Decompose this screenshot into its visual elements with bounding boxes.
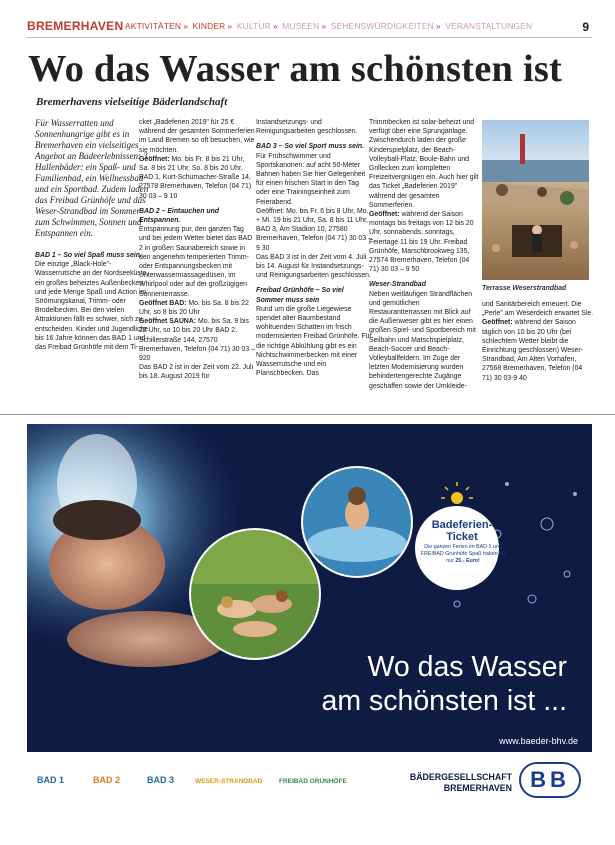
logo-bad-2 bbox=[93, 774, 120, 786]
logo-text: BAD 3 bbox=[147, 775, 175, 785]
nav-item: SEHENSWÜRDIGKEITEN bbox=[330, 21, 434, 31]
paragraph-text: Entspannung pur, den ganzen Tag und bei jedem Wetter bietet das BAD 2 in großen Saunabereich sowie in den angenehm temperierten Trimm- oder Entspannungsbecken mit Unterwassermassagedüsen, im Whirlpool oder auf der großzügigen Sonnenterrasse. bbox=[139, 226, 253, 298]
nav-item: MUSEEN bbox=[282, 21, 320, 31]
ad-divider bbox=[0, 414, 615, 415]
nav-item: VERANSTALTUNGEN bbox=[445, 21, 533, 31]
ticket-title-line: Badeferien- bbox=[431, 519, 493, 531]
article-column-2 bbox=[139, 118, 256, 388]
paragraph-text: Instandsetzungs- und Reinigungsarbeiten geschlossen. bbox=[256, 119, 358, 136]
paragraph bbox=[369, 118, 479, 274]
article-title: Wo das Wasser am schönsten ist bbox=[28, 48, 563, 90]
logo-text: WESER-STRANDBAD bbox=[195, 778, 263, 785]
nav-item: AKTIVITÄTEN bbox=[125, 21, 182, 31]
logo-text: FREIBAD GRÜNHÖFE bbox=[279, 778, 347, 785]
company-logo-mark: BB bbox=[530, 767, 570, 792]
ticket-description: Die ganzen Ferien im BAD 1 und FREIBAD Grünhöfe Spaß haben für nur bbox=[420, 544, 506, 564]
beach-terrace-photo bbox=[482, 120, 589, 280]
section-heading: BAD 3 – So viel Sport muss sein. bbox=[256, 143, 364, 151]
page-header bbox=[27, 19, 599, 37]
logo-text: BAD 2 bbox=[93, 775, 121, 785]
label: Geöffnet: bbox=[139, 155, 170, 163]
paragraph bbox=[369, 280, 479, 390]
paragraph bbox=[256, 142, 372, 280]
article-column-4 bbox=[369, 118, 479, 397]
logo-weser-strandbad bbox=[195, 774, 262, 786]
advertisement bbox=[27, 424, 592, 822]
logo-text: BAD 1 bbox=[37, 775, 65, 785]
paragraph-text: Das BAD 3 ist in der Zeit vom 4. Juli bis 14. August für Instandsetzungs- und Reinigungsarbeiten geschlossen. bbox=[256, 253, 371, 280]
nav-item: KULTUR bbox=[236, 21, 271, 31]
paragraph bbox=[35, 251, 154, 352]
ticket-title-line: Ticket bbox=[446, 531, 478, 543]
paragraph bbox=[139, 118, 256, 201]
ticket-badge bbox=[412, 484, 512, 594]
slogan-line: Wo das Wasser bbox=[367, 651, 567, 683]
section-heading: Freibad Grünhöfe – So viel Sommer muss sein bbox=[256, 287, 344, 304]
page-number: 9 bbox=[582, 20, 589, 34]
paragraph-text: cket „Badeferien 2019" für 25 € während der gesamten Sommerferien im Land Bremen so oft besuchen, wie sie möchten. bbox=[139, 119, 255, 154]
company-name-line: BREMERHAVEN bbox=[443, 783, 512, 793]
label: Geöffnet SAUNA: bbox=[139, 318, 197, 326]
ticket-price: 25,- Euro! bbox=[455, 558, 480, 564]
company-logo bbox=[519, 762, 581, 798]
header-divider bbox=[27, 37, 592, 38]
slogan-line: am schönsten ist ... bbox=[321, 685, 567, 717]
article-intro: Für Wasserratten und Sonnenhungrige gibt es in Bremerhaven ein vielseitiges Angebot an Badeerlebnissen: 3 Hallenbäder: ein Spaß- und Familienbad, ein Wellnessbad und ein Sportbad. Zudem laden das Freibad Grünhöfe und das Weser-Strandbad im Sommer zum Schwimmen, Sonnen und Entspannen ein. bbox=[35, 118, 149, 238]
section-brand: BREMERHAVEN bbox=[27, 19, 124, 33]
logo-bad-3 bbox=[147, 774, 174, 786]
label: Geöffnet: bbox=[482, 319, 513, 327]
label: Geöffnet: bbox=[369, 211, 400, 219]
company-name-line: BÄDERGESELLSCHAFT bbox=[409, 772, 512, 782]
paragraph-text: Mo. bis Sa. 9 bis 22 Uhr, so 10 bis 20 Uhr BAD 2, Schillerstraße 144, 27570 Bremerhaven, Telefon (04 71) 30 03 – 920 bbox=[139, 318, 255, 363]
paragraph-text: während der Saison montags bis freitags von 12 bis 20 Uhr, sonnabends, sonntags, Feiertage 11 bis 19 Uhr. Freibad Grünhöfe, Marschbrookweg 135, 27574 Bremerhaven, Telefon (04 71) 30 03 – 9 50 bbox=[369, 211, 474, 274]
article-subtitle: Bremerhavens vielseitige Bäderlandschaft bbox=[36, 96, 228, 108]
ad-logo-bar bbox=[27, 752, 592, 822]
paragraph-text: Rund um die große Liegewiese spendet alter Baumbestand wohltuenden Schatten im frisch modernisierten Freibad Grünhöfe. Für die richtige Abkühlung gibt es ein Nichtschwimmerbecken mit einer Wasserrutsche und ein Planschbecken. Das bbox=[256, 305, 372, 378]
logo-freibad-gruenhoefe bbox=[279, 774, 347, 786]
label: Geöffnet BAD: bbox=[139, 299, 187, 307]
paragraph-text: und Sanitärbereich erneuert. Die „Perle" am Weserdeich erwartet Sie. bbox=[482, 301, 594, 318]
paragraph bbox=[139, 207, 256, 382]
nav-item: KINDER bbox=[192, 21, 226, 31]
ad-website-link[interactable]: www.baeder-bhv.de bbox=[499, 736, 578, 746]
ticket-text bbox=[420, 544, 506, 565]
photo-caption: Terrasse Weserstrandbad bbox=[482, 285, 567, 292]
paragraph-text: Neben weitläufigen Strandflächen und gemütlichen Restaurantterrassen mit Blick auf die Außenweser gibt es hier einen großen Spiel- und Sportbereich mit Seilbahn und Matschspielplatz, Beach-Soccer und Beach-Volleyballfeldern. Im Zuge der letzten Modernisierung wurden behindertengerechte Zugänge geschaffen sowie der Umkleide- bbox=[369, 290, 476, 390]
article-column-1 bbox=[35, 118, 154, 358]
paragraph-text: Mo. bis Fr. 8 bis 21 Uhr, Sa. 8 bis 21 Uhr, So. 8 bis 20 Uhr. BAD 1, Kurt-Schumacher-Straße 14, 27578 Bremerhaven, Telefon (04 71) 30 03 – 9 10 bbox=[139, 155, 252, 200]
paragraph-text: Für Frühschwimmer und Sportskanonen: auf acht 50-Meter Bahnen haben Sie hier Gelegenheit für einen frischen Start in den Tag oder eine Trainingseinheit zum Feierabend. bbox=[256, 152, 366, 206]
company-name bbox=[362, 772, 512, 794]
paragraph-text: Trimmbecken ist solar-beheizt und verfügt über eine Sprunganlage. Zwischendurch laden der große Kinderspielplatz, der Beach-Volleyball-Platz, Boule-Bahn und Grillecken zum kompletten Freizeitvergnügen ein. Auch hier gilt das Ticket „Badeferien 2019" während der gesamten Sommerferien. bbox=[369, 119, 479, 209]
article-column-5 bbox=[482, 300, 594, 383]
category-nav: AKTIVITÄTEN » KINDER » KULTUR » MUSEEN » SEHENSWÜRDIGKEITEN » VERANSTALTUNGEN bbox=[125, 21, 533, 31]
section-heading: Weser-Strandbad bbox=[369, 281, 426, 289]
paragraph-text: Das BAD 2 ist in der Zeit vom 22. Juli bis 18. August 2019 für bbox=[139, 364, 254, 381]
logo-bad-1 bbox=[37, 774, 64, 786]
paragraph-text: Mo. bis Sa. 8 bis 22 Uhr, so 8 bis 20 Uhr bbox=[139, 299, 249, 317]
paragraph-text: während der Saison täglich von 10 bis 20 Uhr (bei schlechtem Wetter bleibt die Einrichtung geschlossen) Weser-Strandbad, Am Alten Vorhafen, 27568 Bremerhaven, Telefon (04 71) 30 03-9 40 bbox=[482, 319, 583, 382]
ticket-title bbox=[412, 519, 512, 543]
paragraph bbox=[256, 286, 372, 378]
paragraph-text: Die einzige „Black-Hole"-Wasserrutsche an der Nordseeküste, ein großes beheiztes Außenbecken und jede Menge Spaß und Action im Strömungskanal, Trimm- oder Brodelbecken. Bei den vielen Attraktionen fällt es schwer, sich zu entscheiden. Kinder und Jugendliche bis 16 Jahre können das BAD 1 und das Freibad Grünhöfe mit dem Ti- bbox=[35, 261, 149, 352]
paragraph-text: Geöffnet: Mo. bis Fr. 6 bis 8 Uhr, Mo. + Mi. 19 bis 21 Uhr, Sa. 8 bis 11 Uhr, BAD 3, Am Stadion 10, 27580 Bremerhaven, Telefon (04 71) 30 03 – 9 30 bbox=[256, 207, 372, 252]
ad-slogan bbox=[267, 650, 567, 718]
paragraph bbox=[256, 118, 372, 136]
article-column-3 bbox=[256, 118, 372, 384]
section-heading: BAD 1 – So viel Spaß muss sein. bbox=[35, 252, 142, 259]
section-heading: BAD 2 – Eintauchen und Entspannen. bbox=[139, 207, 220, 225]
